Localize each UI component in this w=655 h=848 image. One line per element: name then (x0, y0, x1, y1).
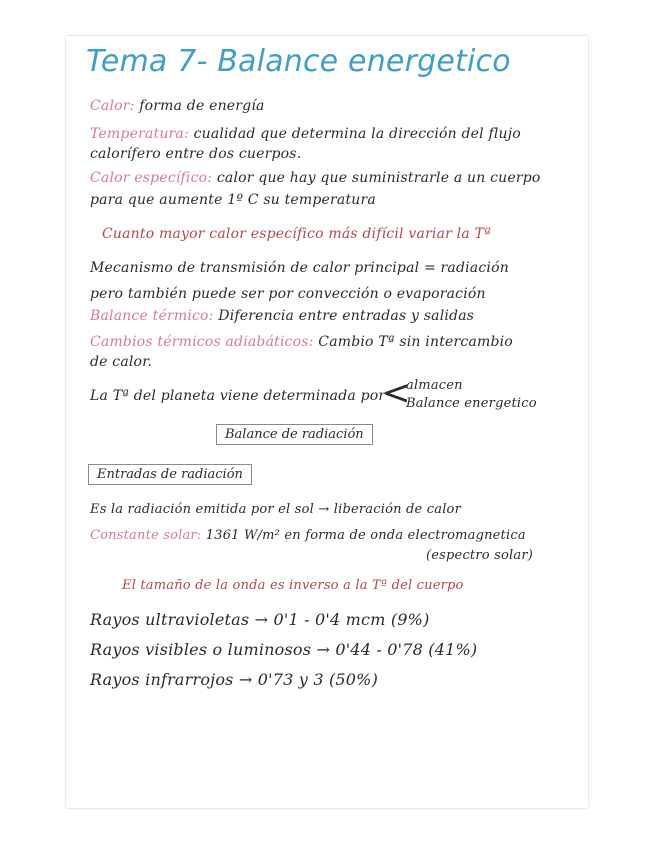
def-text: forma de energía (139, 98, 265, 114)
def-calor-especifico-cont: para que aumente 1º C su temperatura (90, 192, 376, 208)
constante-solar (90, 528, 526, 543)
note-calor-especifico: Cuanto mayor calor específico más difícil variar la Tª (102, 226, 491, 242)
def-term: Calor específico: (90, 170, 213, 186)
def-term: Cambios térmicos adiabáticos: (90, 334, 314, 350)
notebook-page (66, 36, 588, 808)
box-balance-radiacion: Balance de radiación (216, 424, 373, 445)
rayos-item: Rayos infrarrojos → 0'73 y 3 (50%) (90, 670, 379, 689)
def-text: 1361 W/m² en forma de onda electromagnetica (205, 528, 526, 543)
radiacion-sol-line: Es la radiación emitida por el sol → liberación de calor (90, 502, 461, 517)
planeta-line: La Tª del planeta viene determinada por (90, 388, 386, 404)
def-text: cualidad que determina la dirección del flujo (193, 126, 521, 142)
planeta-opcion-balance: Balance energetico (406, 396, 537, 411)
bracket-icon: < (382, 373, 411, 413)
def-term: Calor: (90, 98, 135, 114)
def-temperatura-cont: calorífero entre dos cuerpos. (90, 146, 302, 162)
def-term: Balance térmico: (90, 308, 214, 324)
def-text: Diferencia entre entradas y salidas (218, 308, 475, 324)
def-cambios-cont: de calor. (90, 354, 153, 370)
def-calor (90, 98, 265, 114)
def-text: Cambio Tª sin intercambio (318, 334, 513, 350)
planeta-opcion-almacen: almacen (406, 378, 463, 393)
rayos-item: Rayos visibles o luminosos → 0'44 - 0'78 (41%) (90, 640, 478, 659)
def-calor-especifico (90, 170, 541, 186)
page-title: Tema 7- Balance energetico (86, 44, 511, 79)
mecanismo-line-1: Mecanismo de transmisión de calor principal = radiación (90, 260, 509, 276)
constante-nota: (espectro solar) (426, 548, 534, 563)
def-text: calor que hay que suministrarle a un cuerpo (216, 170, 541, 186)
def-term: Constante solar: (90, 528, 202, 543)
box-entradas-radiacion: Entradas de radiación (88, 464, 252, 485)
def-temperatura (90, 126, 521, 142)
def-cambios-adiabaticos (90, 334, 513, 350)
note-tamano-onda: El tamaño de la onda es inverso a la Tª del cuerpo (122, 578, 464, 593)
rayos-item: Rayos ultravioletas → 0'1 - 0'4 mcm (9%) (90, 610, 430, 629)
def-term: Temperatura: (90, 126, 189, 142)
mecanismo-line-2: pero también puede ser por convección o evaporación (90, 286, 486, 302)
def-balance-termico (90, 308, 474, 324)
